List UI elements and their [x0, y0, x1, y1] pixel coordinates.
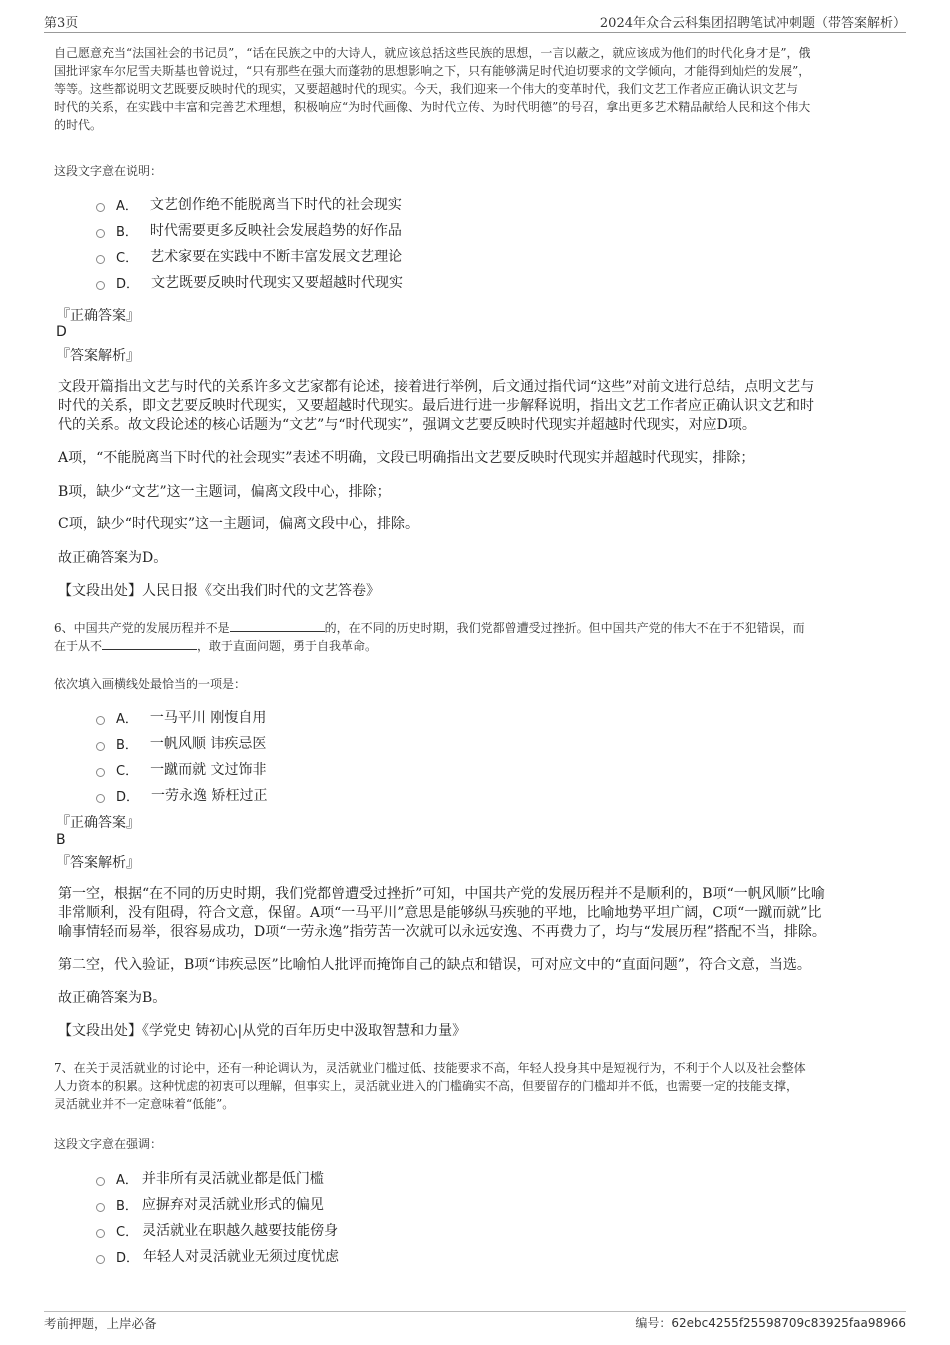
correct-answer-label: 『正确答案』	[56, 308, 140, 324]
passage-line: 国批评家车尔尼雪夫斯基也曾说过，“只有那些在强大而蓬勃的思想影响之下，只有能够满足时代迫切要求的文学倾向，才能得到灿烂的发展”，	[54, 64, 811, 78]
q7-options	[96, 1165, 339, 1269]
correct-answer-label: 『正确答案』	[56, 815, 140, 831]
document-id: 编号：62ebc4255f25598709c83925faa98966	[635, 1316, 906, 1330]
q5-prompt: 这段文字意在说明：	[54, 164, 163, 178]
option-a[interactable]: A． 一马平川 刚愎自用	[96, 704, 267, 730]
q7-prompt: 这段文字意在强调：	[54, 1137, 163, 1151]
fill-blank[interactable]	[230, 620, 325, 632]
option-b[interactable]: B． 应摒弃对灵活就业形式的偏见	[96, 1191, 339, 1217]
radio-icon[interactable]	[96, 1177, 105, 1186]
passage-line: 的时代。	[54, 118, 103, 132]
radio-icon[interactable]	[96, 255, 105, 264]
source-citation: 【文段出处】《学党史 铸初心|从党的百年历史中汲取智慧和力量》	[58, 1023, 467, 1039]
correct-answer: D	[56, 324, 67, 340]
analysis-paragraph: A项，“不能脱离当下时代的社会现实”表述不明确，文段已明确指出文艺要反映时代现实并超越时代现实，排除；	[58, 450, 755, 466]
option-a[interactable]: A． 并非所有灵活就业都是低门槛	[96, 1165, 339, 1191]
header-divider	[44, 32, 906, 33]
source-citation: 【文段出处】人民日报《交出我们时代的文艺答卷》	[58, 583, 380, 599]
q7-stem: 7、在关于灵活就业的讨论中，还有一种论调认为，灵活就业门槛过低、技能要求不高，年轻人投身其中是短视行为，不利于个人以及社会整体 人力资本的积累。这种忧虑的初衷可以理解，但事实上，灵活就业进入的门槛确实不高，但要留存的门槛却并不低，也需要一定的技能支撑， 灵活就业并不一定意味着“低能”。	[54, 1061, 806, 1111]
q6-stem: 6、中国共产党的发展历程并不是 的，在不同的历史时期，我们党都曾遭受过挫折。但中国共产党的伟大不在于不犯错误，而 在于从不 ，敢于直面问题，勇于自我革命。	[54, 621, 805, 653]
analysis-label: 『答案解析』	[56, 348, 140, 364]
q5-passage	[54, 44, 899, 134]
radio-icon[interactable]	[96, 281, 105, 290]
passage-line: 自己愿意充当“法国社会的书记员”，“话在民族之中的大诗人，就应该总括这些民族的思想，一言以蔽之，就应该成为他们的时代化身才是”，俄	[54, 46, 811, 60]
option-c[interactable]: C． 一蹴而就 文过饰非	[96, 756, 267, 782]
radio-icon[interactable]	[96, 768, 105, 777]
page-header	[44, 12, 906, 32]
correct-answer: B	[56, 832, 66, 848]
passage-line: 时代的关系，在实践中丰富和完善艺术理想，积极响应“为时代画像、为时代立传、为时代明德”的号召，拿出更多艺术精品献给人民和这个伟大	[54, 100, 811, 114]
radio-icon[interactable]	[96, 742, 105, 751]
option-b[interactable]: B． 一帆风顺 讳疾忌医	[96, 730, 267, 756]
q5-options	[96, 191, 403, 295]
fill-blank[interactable]	[102, 638, 197, 650]
option-b[interactable]: B． 时代需要更多反映社会发展趋势的好作品	[96, 217, 403, 243]
analysis-paragraph: B项，缺少“文艺”这一主题词，偏离文段中心，排除；	[58, 484, 391, 500]
analysis-paragraph: 故正确答案为B。	[58, 990, 167, 1006]
footer-slogan: 考前押题，上岸必备	[44, 1316, 157, 1331]
q6-prompt: 依次填入画横线处最恰当的一项是：	[54, 677, 247, 691]
q6-options	[96, 704, 267, 808]
radio-icon[interactable]	[96, 1229, 105, 1238]
radio-icon[interactable]	[96, 229, 105, 238]
analysis-paragraph: 第一空，根据“在不同的历史时期，我们党都曾遭受过挫折”可知，中国共产党的发展历程并不是顺利的，B项“一帆风顺”比喻 非常顺利，没有阻碍，符合文意，保留。A项“一马平川”意思是能够纵马疾驰的平地，比喻地势平坦广阔，C项“一蹴而就”比 喻事情轻而易举，很容易成功，D项“一劳永逸”指劳苦一次就可以永远安逸、不再费力了，均与“发展历程”搭配不当，排除。	[58, 886, 826, 940]
passage-line: 等等。这些都说明文艺既要反映时代的现实，又要超越时代的现实。今天，我们迎来一个伟大的变革时代，我们文艺工作者应正确认识文艺与	[54, 82, 799, 96]
option-d[interactable]: D． 文艺既要反映时代现实又要超越时代现实	[96, 269, 403, 295]
analysis-paragraph: 文段开篇指出文艺与时代的关系许多文艺家都有论述，接着进行举例，后文通过指代词“这些”对前文进行总结，点明文艺与 时代的关系，即文艺要反映时代现实，又要超越时代现实。最后进行进一步解释说明，指出文艺工作者应正确认识文艺和时 代的关系。故文段论述的核心话题为“文艺”与“时代现实”，强调文艺要反映时代现实并超越时代现实，对应D项。	[58, 379, 815, 433]
analysis-label: 『答案解析』	[56, 855, 140, 871]
option-a[interactable]: A． 文艺创作绝不能脱离当下时代的社会现实	[96, 191, 403, 217]
option-c[interactable]: C． 艺术家要在实践中不断丰富发展文艺理论	[96, 243, 403, 269]
document-title: 2024年众合云科集团招聘笔试冲刺题（带答案解析）	[599, 16, 906, 31]
radio-icon[interactable]	[96, 1203, 105, 1212]
radio-icon[interactable]	[96, 794, 105, 803]
option-d[interactable]: D． 一劳永逸 矫枉过正	[96, 782, 267, 808]
analysis-paragraph: 第二空，代入验证，B项“讳疾忌医”比喻怕人批评而掩饰自己的缺点和错误，可对应文中的“直面问题”，符合文意，当选。	[58, 957, 811, 973]
footer-divider	[44, 1311, 906, 1312]
radio-icon[interactable]	[96, 1255, 105, 1264]
radio-icon[interactable]	[96, 203, 105, 212]
analysis-paragraph: C项，缺少“时代现实”这一主题词，偏离文段中心，排除。	[58, 516, 420, 532]
radio-icon[interactable]	[96, 716, 105, 725]
analysis-paragraph: 故正确答案为D。	[58, 550, 168, 566]
page-number: 第3页	[44, 16, 79, 31]
option-d[interactable]: D． 年轻人对灵活就业无须过度忧虑	[96, 1243, 339, 1269]
option-c[interactable]: C． 灵活就业在职越久越要技能傍身	[96, 1217, 339, 1243]
